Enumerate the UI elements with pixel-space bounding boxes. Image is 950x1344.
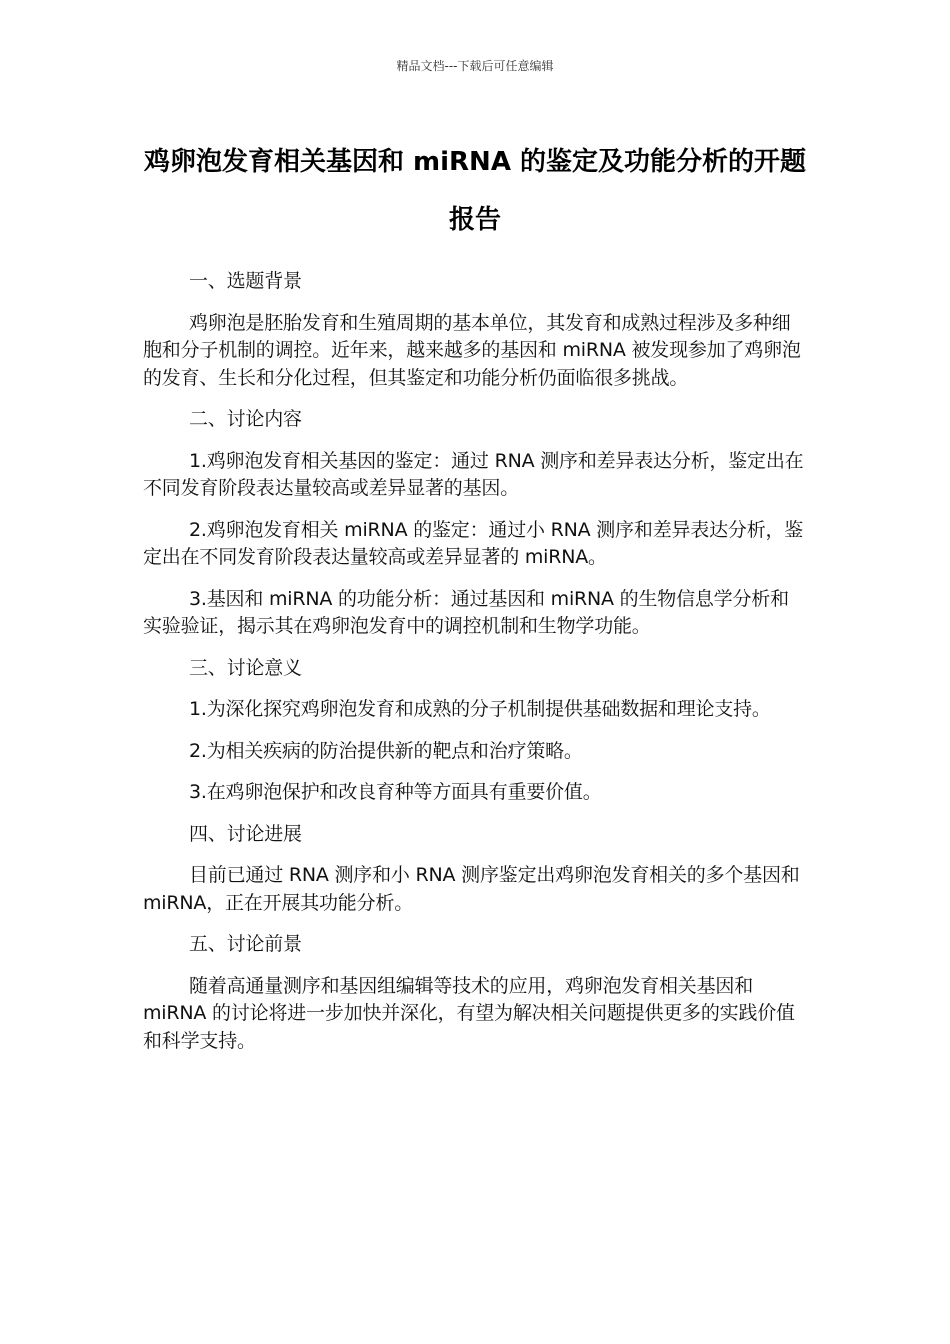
paragraph-significance-3: 3.在鸡卵泡保护和改良育种等方面具有重要价值。 — [189, 781, 602, 803]
section-heading-content: 二、讨论内容 — [189, 408, 302, 430]
paragraph-content-1: 1.鸡卵泡发育相关基因的鉴定：通过 RNA 测序和差异表达分析，鉴定出在不同发育阶段表达量较高或差异显著的基因。 — [143, 449, 804, 499]
paragraph-content-2: 2.鸡卵泡发育相关 miRNA 的鉴定：通过小 RNA 测序和差异表达分析，鉴定出在不同发育阶段表达量较高或差异显著的 miRNA。 — [143, 518, 804, 568]
page-header: 精品文档---下载后可任意编辑 — [396, 59, 554, 73]
document-title: 鸡卵泡发育相关基因和 miRNA 的鉴定及功能分析的开题报告 — [143, 147, 806, 235]
paragraph-significance-2: 2.为相关疾病的防治提供新的靶点和治疗策略。 — [189, 739, 583, 762]
paragraph-progress: 目前已通过 RNA 测序和小 RNA 测序鉴定出鸡卵泡发育相关的多个基因和 miRNA，正在开展其功能分析。 — [143, 864, 800, 914]
section-heading-significance: 三、讨论意义 — [189, 656, 302, 679]
section-heading-background: 一、选题背景 — [189, 270, 302, 292]
paragraph-prospect: 随着高通量测序和基因组编辑等技术的应用，鸡卵泡发育相关基因和 miRNA 的讨论将进一步加快并深化，有望为解决相关问题提供更多的实践价值和科学支持。 — [143, 974, 795, 1052]
paragraph-significance-1: 1.为深化探究鸡卵泡发育和成熟的分子机制提供基础数据和理论支持。 — [189, 698, 771, 720]
section-heading-prospect: 五、讨论前景 — [189, 933, 302, 955]
paragraph-content-3: 3.基因和 miRNA 的功能分析：通过基因和 miRNA 的生物信息学分析和实验验证，揭示其在鸡卵泡发育中的调控机制和生物学功能。 — [143, 587, 789, 637]
paragraph-background: 鸡卵泡是胚胎发育和生殖周期的基本单位，其发育和成熟过程涉及多种细胞和分子机制的调控。近年来，越来越多的基因和 miRNA 被发现参加了鸡卵泡的发育、生长和分化过程，但其鉴定和功能分析仍面临很多挑战。 — [143, 311, 801, 389]
document-body — [143, 268, 807, 1069]
section-heading-progress: 四、讨论进展 — [189, 822, 302, 845]
